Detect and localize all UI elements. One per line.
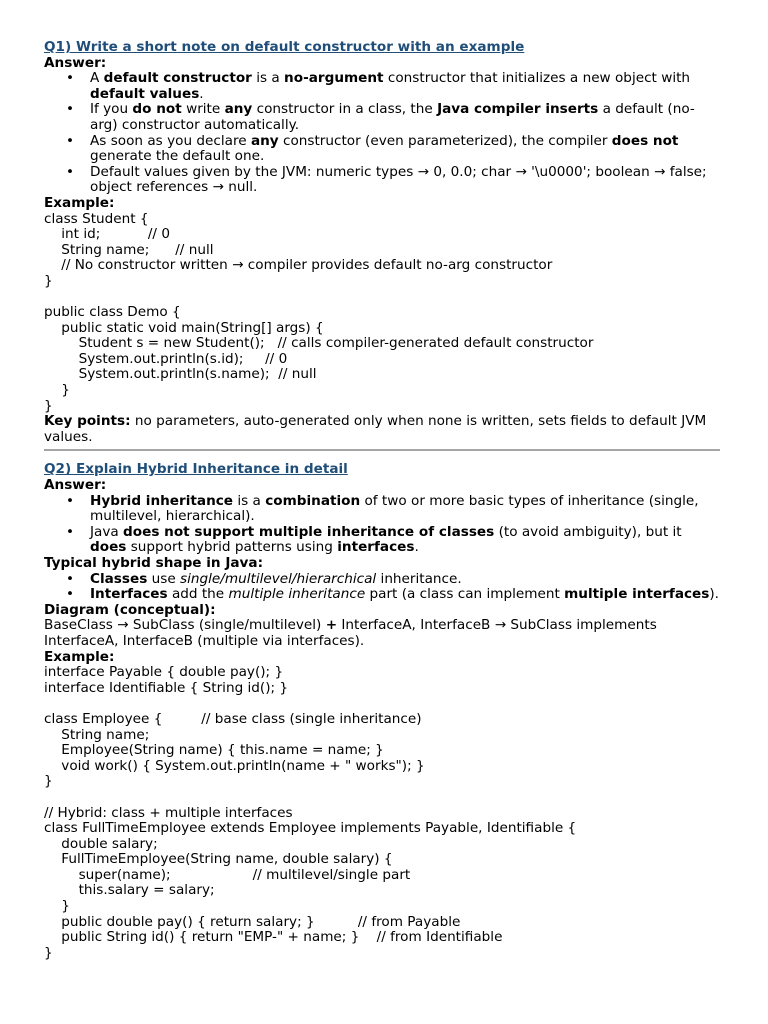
text-run: add the <box>167 586 229 603</box>
text-run: Java compiler inserts <box>437 101 599 118</box>
q2-diagram-text <box>44 618 720 649</box>
q1-code-line: // No constructor written → compiler provides default no-arg constructor <box>44 257 553 274</box>
text-run: part (a class can implement <box>365 586 565 603</box>
q1-code-line: public static void main(String[] args) { <box>44 319 324 336</box>
q2-bullet-list <box>44 494 720 556</box>
q2-shape-list <box>44 572 720 603</box>
q1-key-points <box>44 414 720 445</box>
q1-code-line <box>44 290 720 306</box>
q1-code-line: String name; // null <box>44 241 214 258</box>
text-run: support hybrid patterns using <box>126 539 338 556</box>
q2-code-line: } <box>44 773 53 790</box>
text-run: write <box>181 101 225 118</box>
q2-code-line: class FullTimeEmployee extends Employee implements Payable, Identifiable { <box>44 820 577 837</box>
q2-code-line: this.salary = salary; <box>44 882 215 899</box>
text-run: constructor in a class, the <box>252 101 438 118</box>
q2-bullet <box>90 525 720 556</box>
text-run: default values <box>90 85 200 102</box>
q1-answer-label: Answer: <box>44 54 107 71</box>
text-run: + <box>325 617 338 634</box>
q1-bullet <box>90 165 720 196</box>
text-run: is a <box>251 70 285 87</box>
text-run: is a <box>233 492 266 509</box>
text-run: ). <box>709 586 719 603</box>
text-run: . <box>199 85 204 102</box>
q1-code-line: System.out.println(s.id); // 0 <box>44 350 288 367</box>
q1-code-line: class Student { <box>44 210 149 227</box>
q2-code-line: Employee(String name) { this.name = name; } <box>44 742 384 759</box>
text-run: Java <box>90 523 124 540</box>
key-points-text: no parameters, auto-generated only when none is written, sets fields to default JVM values. <box>44 413 707 445</box>
text-run: If you <box>90 101 133 118</box>
text-run: inheritance. <box>376 570 462 587</box>
q1-code-line: Student s = new Student(); // calls compiler-generated default constructor <box>44 335 594 352</box>
q2-code-line <box>44 790 720 806</box>
text-run: a default (no-arg) constructor automatically. <box>90 101 695 133</box>
q2-example-label: Example: <box>44 648 115 665</box>
q1-code-block <box>44 212 720 415</box>
q2-code-line: interface Identifiable { String id(); } <box>44 679 289 696</box>
q2-answer-label: Answer: <box>44 477 107 494</box>
q1-bullet-list <box>44 71 720 196</box>
text-run: default constructor <box>103 70 252 87</box>
q2-code-line: } <box>44 944 53 961</box>
text-run: of two or more basic types of inheritance (single, multilevel, hierarchical). <box>90 492 699 525</box>
text-run: A <box>90 70 104 87</box>
q2-shape-label: Typical hybrid shape in Java: <box>44 555 264 571</box>
q1-code-line: } <box>44 397 53 414</box>
text-run: interfaces <box>337 539 415 556</box>
text-run: As soon as you declare <box>90 132 251 149</box>
text-run: do not <box>132 101 182 118</box>
q2-code-line <box>44 696 720 712</box>
q2-code-line: } <box>44 898 70 915</box>
text-run: Default values given by the JVM: numeric types → 0, 0.0; char → '\u0000'; boolean → false; object references → null. <box>90 163 707 196</box>
text-run: single/multilevel/hierarchical <box>180 570 377 587</box>
text-run: does not <box>611 132 679 149</box>
text-run: does not support multiple inheritance of classes <box>123 523 495 540</box>
q2-shape-bullet <box>90 572 720 588</box>
q2-code-line: super(name); // multilevel/single part <box>44 866 411 883</box>
text-run: use <box>147 570 181 587</box>
q2-code-line: // Hybrid: class + multiple interfaces <box>44 804 293 821</box>
text-run: no-argument <box>284 70 384 87</box>
q1-bullet <box>90 71 720 102</box>
q2-code-line: class Employee { // base class (single inheritance) <box>44 710 422 727</box>
q1-code-line: int id; // 0 <box>44 226 170 243</box>
text-run: generate the default one. <box>90 148 265 165</box>
q1-example-label: Example: <box>44 194 115 211</box>
text-run: InterfaceA, InterfaceB → SubClass implements InterfaceA, InterfaceB (multiple via interfaces). <box>44 617 657 649</box>
q2-title: Q2) Explain Hybrid Inheritance in detail <box>44 461 348 478</box>
text-run: constructor that initializes a new object with <box>383 70 691 87</box>
q2-code-block <box>44 665 720 961</box>
q2-code-line: void work() { System.out.println(name + " works"); } <box>44 757 425 774</box>
document-page <box>44 40 720 961</box>
q1-title: Q1) Write a short note on default constructor with an example <box>44 39 525 55</box>
q1-code-line: } <box>44 272 53 289</box>
text-run: Interfaces <box>90 586 168 603</box>
q2-code-line: public double pay() { return salary; } // from Payable <box>44 913 461 930</box>
text-run: Hybrid inheritance <box>90 492 234 509</box>
text-run: multiple inheritance <box>228 586 366 603</box>
q2-shape-bullet <box>90 587 720 603</box>
text-run: any <box>224 101 253 118</box>
q1-code-line: System.out.println(s.name); // null <box>44 366 317 383</box>
q1-bullet <box>90 134 720 165</box>
text-run: any <box>250 132 279 149</box>
q2-code-line: String name; <box>44 726 150 743</box>
text-run: multiple interfaces <box>564 586 710 603</box>
text-run: BaseClass → SubClass (single/multilevel) <box>44 617 326 634</box>
q2-code-line: interface Payable { double pay(); } <box>44 664 284 681</box>
text-run: does <box>90 539 127 556</box>
section-divider <box>44 449 720 451</box>
q2-code-line: double salary; <box>44 835 158 852</box>
q1-bullet <box>90 102 720 133</box>
text-run: . <box>414 539 419 556</box>
q1-code-line: } <box>44 382 70 399</box>
q2-code-line: public String id() { return "EMP-" + name; } // from Identifiable <box>44 929 503 946</box>
text-run: Classes <box>90 570 148 587</box>
q2-code-line: FullTimeEmployee(String name, double salary) { <box>44 851 393 868</box>
q2-bullet <box>90 494 720 525</box>
text-run: combination <box>265 492 361 509</box>
text-run: constructor (even parameterized), the compiler <box>278 132 612 149</box>
q1-code-line: public class Demo { <box>44 304 181 321</box>
key-points-label: Key points: <box>44 413 131 430</box>
q2-diagram-label: Diagram (conceptual): <box>44 601 216 618</box>
text-run: (to avoid ambiguity), but it <box>494 523 682 540</box>
